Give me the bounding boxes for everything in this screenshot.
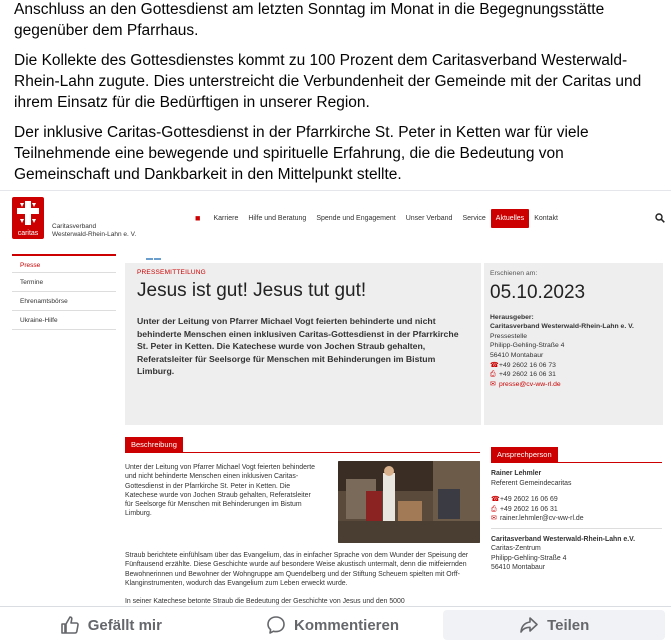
description-text-cut: In seiner Katechese betonte Straub die Bedeutung der Geschichte von Jesus und den 5000 bbox=[125, 598, 405, 605]
social-share-stripes bbox=[146, 247, 162, 250]
publisher-fax: +49 2602 16 06 31 bbox=[499, 371, 556, 379]
nav-item-kontakt[interactable]: Kontakt bbox=[534, 215, 558, 222]
like-button[interactable] bbox=[0, 607, 222, 643]
share-label: Teilen bbox=[547, 616, 590, 634]
nav-item-service[interactable]: Service bbox=[462, 215, 486, 222]
org-name-line: Caritasverband bbox=[52, 223, 97, 230]
tab-description-underline bbox=[125, 452, 480, 453]
sidebar-item-presse[interactable]: Presse bbox=[12, 254, 116, 273]
share-button[interactable] bbox=[443, 610, 665, 640]
publisher-street: Philipp-Gehling-Straße 4 bbox=[490, 342, 565, 350]
contact-street: Philipp-Gehling-Straße 4 bbox=[491, 554, 567, 562]
description-text: Unter der Leitung von Pfarrer Michael Vogt feierten behinderte und nicht behinderte Menschen einen inklusiven Caritas-Gottesdienst in der Pfarrkirche St. Peter in Ketten. Die Katechese wurde von Jochen Straub gehalten, Referatsleiter für Seelsorge für Menschen mit Behinderungen im Bistum Limburg. bbox=[125, 464, 315, 518]
press-label: PRESSEMITTEILUNG bbox=[137, 269, 206, 276]
nav-item-aktuelles[interactable]: Aktuelles bbox=[491, 209, 529, 228]
phone-icon: ☎ bbox=[491, 496, 500, 503]
tab-description[interactable]: Beschreibung bbox=[125, 437, 183, 452]
shared-website-image[interactable] bbox=[0, 190, 671, 606]
nav-item-spende[interactable]: Spende und Engagement bbox=[316, 215, 396, 222]
post-paragraph: Der inklusive Caritas-Gottesdienst in der Pfarrkirche St. Peter in Ketten war für viele Teilnehmende eine bewegende und spirituelle Erfahrung, die die Bedeutung von Gemeinschaft und Dankbarkeit in den Mittelpunkt stellte. bbox=[14, 124, 589, 183]
mail-icon: ✉ bbox=[490, 380, 496, 388]
thumbs-up-icon bbox=[60, 615, 80, 635]
tab-contact-underline bbox=[491, 462, 662, 463]
published-label: Erschienen am: bbox=[490, 270, 538, 277]
mail-icon: ✉ bbox=[491, 515, 497, 522]
publisher-dept: Pressestelle bbox=[490, 332, 528, 340]
contact-name: Rainer Lehmler bbox=[491, 470, 542, 477]
contact-org: Caritasverband Westerwald-Rhein-Lahn e.V. bbox=[491, 535, 635, 543]
search-icon[interactable] bbox=[655, 213, 665, 223]
org-name bbox=[52, 223, 136, 239]
publisher-email-line bbox=[490, 380, 657, 390]
press-title: Jesus ist gut! Jesus tut gut! bbox=[137, 280, 367, 301]
contact-email-link[interactable]: rainer.lehmler@cv-ww-rl.de bbox=[500, 515, 584, 522]
contact-divider bbox=[491, 528, 662, 529]
press-release-box bbox=[125, 263, 481, 425]
publication-info-box bbox=[484, 263, 663, 425]
press-lead: Unter der Leitung von Pfarrer Michael Vogt feierten behinderte und nicht behinderte Menschen einen inklusiven Caritas-Gottesdienst in der Pfarrkirche St. Peter in Ketten. Die Katechese wurde von Jochen Straub gehalten, Referatsleiter für Seelsorge für Menschen mit Behinderungen im Bistum Limburg. bbox=[137, 316, 459, 376]
post-paragraph: Anschluss an den Gottesdienst am letzten Sonntag im Monat in die Begegnungsstätte gegenüber dem Pfarrhaus. bbox=[14, 1, 605, 39]
published-date: 05.10.2023 bbox=[490, 281, 586, 303]
nav-item-karriere[interactable]: Karriere bbox=[213, 215, 239, 222]
contact-fax-line bbox=[491, 505, 662, 515]
tab-contact[interactable]: Ansprechperson bbox=[491, 447, 558, 462]
publisher-email-link[interactable]: presse@cv-ww-rl.de bbox=[499, 380, 561, 388]
publisher-city: 56410 Montabaur bbox=[490, 351, 544, 359]
contact-person-box bbox=[491, 469, 662, 573]
post-action-bar bbox=[0, 606, 671, 643]
sidebar-nav bbox=[12, 254, 116, 330]
sidebar-item-ukraine[interactable]: Ukraine-Hilfe bbox=[12, 311, 116, 330]
description-text-wide: Straub berichtete einfühlsam über das Evangelium, das in einfacher Sprache von dem Wunder der Speisung der Fünftausend erzählte. Diese Geschichte wurde auf besondere Weise akustisch untermalt, denn die mitfeiernden Bewohnerinnen und Bewohner der Wohngruppe am Quendelberg und der Stiftung Scheuern spielten mit Orff-Klanginstrumenten, wodurch das Evangelium zum Leben erweckt wurde. bbox=[125, 552, 469, 587]
publisher-label: Herausgeber: bbox=[490, 313, 534, 321]
org-name-line: Westerwald-Rhein-Lahn e. V. bbox=[52, 231, 137, 238]
contact-phone-line bbox=[491, 495, 662, 505]
contact-city: 56410 Montabaur bbox=[491, 564, 546, 571]
post-text bbox=[0, 0, 671, 194]
site-header bbox=[0, 191, 671, 249]
comment-button[interactable] bbox=[222, 607, 444, 643]
contact-phone: +49 2602 16 06 69 bbox=[500, 496, 558, 503]
contact-email-line bbox=[491, 514, 662, 524]
fax-icon: ⎙ bbox=[491, 505, 497, 513]
church-service-photo bbox=[338, 461, 480, 543]
sidebar-item-ehrenamt[interactable]: Ehrenamtsbörse bbox=[12, 292, 116, 311]
contact-role: Referent Gemeindecaritas bbox=[491, 479, 572, 487]
fax-icon: ⎙ bbox=[490, 371, 496, 379]
publisher-name: Caritasverband Westerwald-Rhein-Lahn e. V. bbox=[490, 323, 634, 331]
publisher-phone: +49 2602 16 06 73 bbox=[499, 361, 556, 369]
contact-fax: +49 2602 16 06 31 bbox=[500, 505, 558, 513]
comment-bubble-icon bbox=[266, 615, 286, 635]
comment-label: Kommentieren bbox=[293, 616, 400, 634]
nav-item-hilfe[interactable]: Hilfe und Beratung bbox=[248, 215, 307, 222]
publisher-phone-line bbox=[490, 361, 657, 371]
nav-item-verband[interactable]: Unser Verband bbox=[405, 215, 453, 222]
main-nav bbox=[190, 209, 563, 228]
contact-center: Caritas-Zentrum bbox=[491, 545, 541, 552]
phone-icon: ☎ bbox=[490, 361, 499, 369]
share-arrow-icon bbox=[519, 615, 539, 635]
caritas-flame-cross-icon bbox=[16, 200, 40, 226]
sidebar-item-termine[interactable]: Termine bbox=[12, 273, 116, 292]
like-label: Gefällt mir bbox=[87, 616, 162, 634]
home-icon[interactable]: ■ bbox=[195, 213, 201, 223]
post-paragraph: Die Kollekte des Gottesdienstes kommt zu 100 Prozent dem Caritasverband Westerwald-Rhein-Lahn zugute. Dies unterstreicht die Verbundenheit der Gemeinde mit der Caritas und ihrem Einsatz für die Bedürftigen in unserer Region. bbox=[14, 52, 642, 111]
publisher-fax-line bbox=[490, 370, 657, 380]
logo-word: caritas bbox=[17, 230, 39, 237]
caritas-logo bbox=[12, 197, 44, 239]
